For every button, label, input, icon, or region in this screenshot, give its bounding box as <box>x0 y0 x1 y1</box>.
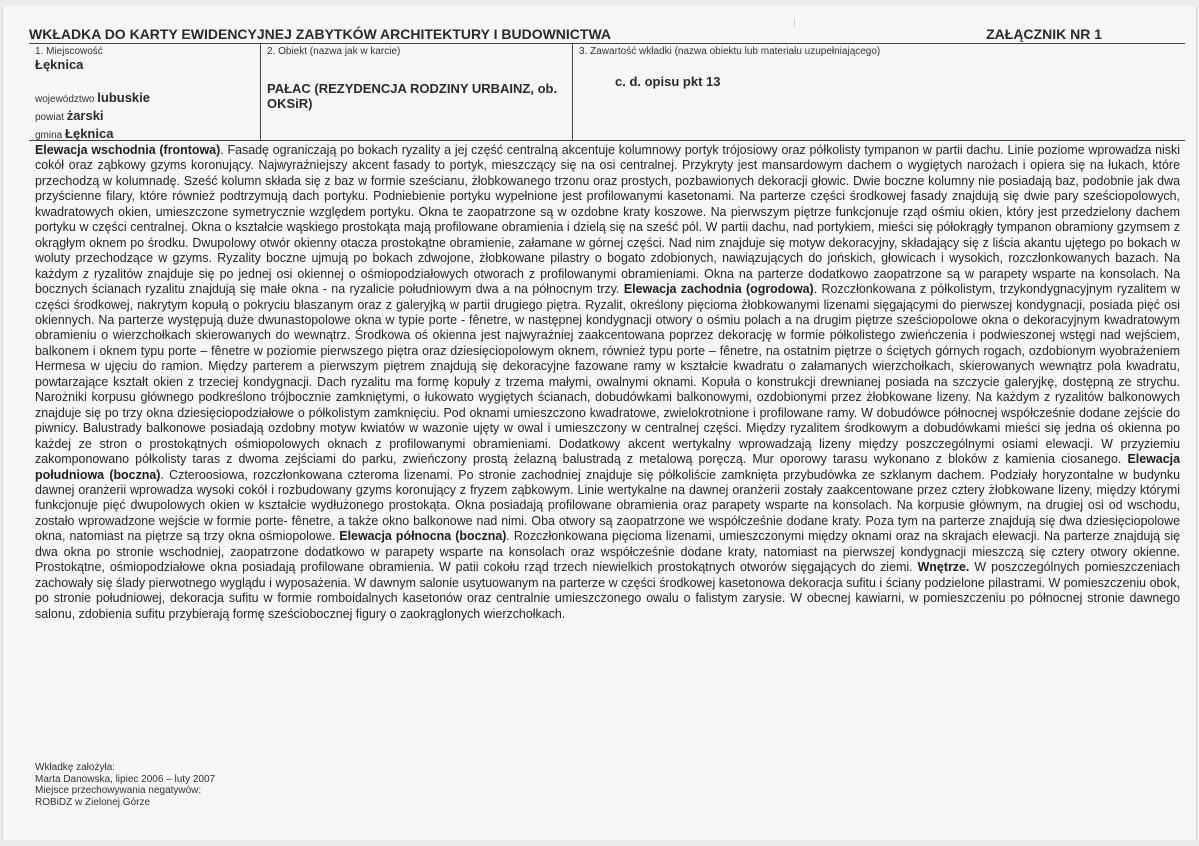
west-elevation-text: . Rozczłonkowana z półkolistym, trzykondygnacyjnym ryzalitem w części środkowej, nakrytym kopułą o pokryciu blaszanym oraz z galeryjką w partii drugiego piętra. Ryzalit, określony pięcioma żłobkowanymi lizenami sięgającymi do pierwszej kondygnacji, posiada pięć osi okiennych. Na parterze występują duże dwunastopolowe okna w typie porte - fênetre, w następnej kondygnacji otwory o ośmiu polach a na drugim piętrze sześciopolowe okna o dekoracyjnym kwadratowym obramieniu o wierzchołkach skierowanych do wewnątrz. Środkowa oś okienna jest najwyraźniej zaakcentowana poprzez dekorację w formie półkolistego zwieńczenia i podwieszonej wstęgi nad wejściem, balkonem i oknem typu porte – fênetre w poziomie pierwszego piętra oraz dziesięciopolowym oknem, również typu porte – fênetre, na ostatnim piętrze o ściętych górnych rogach, ozdobionym wyobrażeniem Hermesa w ujęciu do ramion. Między parterem a pierwszym piętrem znajdują się dekoracyjne fazowane ramy w kształcie kwadratu o załamanych wierzchołkach, skierowanych wewnątrz pola kwadratu, powtarzające kształt okien z trzeciej kondygnacji. Dach ryzalitu ma formę kopuły z trzema małymi, owalnymi oknami. Kopuła o konstrukcji drewnianej posiada na szczycie galeryjkę, dostępną ze strychu. Narożniki korpusu głównego podkreślono trójbocznie zamkniętymi, o łukowato wygiętych ścianach, dobudówkami balkonowymi, ozdobionymi przez żłobkowane lizeny. Na każdym z ryzalitów balkonowych znajduje się po trzy okna dziesięciopodziałowe o półkolistym zamknięciu. Pod oknami umieszczono kwadratowe, zwielokrotnione i profilowane ramy. W dobudówce północnej współcześnie dodane zejście do piwnicy. Balustrady balkonowe posiadają ozdobny motyw kwiatów w wazonie ujęty w owal i umieszczony w centralnej części. Między ryzalitem środkowym a dobudówkami mieści się jedna oś okienna po każdej ze stron o prostokątnych ośmiopolowych oknach z profilowanymi obramieniami. Dodatkowy akcent wertykalny wprowadzają lizeny między poszczególnymi osiami elewacji. W przyziemiu zakomponowano półkolisty taras z dwoma zejściami do parku, zwieńczony prostą żelazną balustradą z metalową poręczą. Mur oporowy tarasu wykonano z bloków z kamienia ciosanego. <box>35 282 1181 467</box>
commune-label: gmina <box>35 130 63 141</box>
document-title: WKŁADKA DO KARTY EWIDENCYJNEJ ZABYTKÓW ARCHITEKTURY I BUDOWNICTWA <box>29 26 612 42</box>
author-value: Marta Danowska, lipiec 2006 – luty 2007 <box>35 773 216 785</box>
locality-label: 1. Miejscowość <box>35 46 103 57</box>
scan-mark <box>794 18 795 26</box>
east-elevation-text: . Fasadę ograniczają po bokach ryzality a jej część centralną akcentuje kolumnowy portyk trójosiowy oraz półkolisty tympanon w partii dachu. Linie poziome wprowadza niski cokół oraz ząbkowy gzyms koronujący. Najwyraźniejszy akcent fasady to portyk, mieszczący się na osi centralnej. Przykryty jest mansardowym dachem o wygiętych narożach i opiera się na łukach, które przechodzą w kolumnadę. Sześć kolumn składa się z baz w formie sześcianu, żłobkowanego trzonu oraz prostych, pozbawionych dekoracji głowic. Dwie boczne kolumny nie posiadają baz, podobnie jak dwa przyścienne filary, które również podtrzymują dach portyku. Podniebienie portyku wypełnione jest profilowanymi kasetonami. Na parterze części środkowej fasady znajdują się dwie pary sześciopolowych, kwadratowych okien, umieszczone symetrycznie względem portyku. Okna te zaopatrzone są w ozdobne kraty koszowe. Na pierwszym piętrze funkcjonuje rząd ośmiu okien, który jest przedzielony dachem portyku w części centralnej. Okna o kształcie wąskiego prostokąta mają profilowane obramienia i dzielą się na sześć pól. W partii dachu, nad portykiem, mieści się półokrągły tympanon obramiony gzymsem z okrągłym oknem po środku. Dwupolowy otwór okienny otacza prostokątne obramienie, załamane w górnej części. Nad nim znajduje się motyw dekoracyjny, składający się z liścia akantu ujętego po bokach w woluty przechodzące w gzyms. Ryzality boczne ujmują po bokach zdwojone, żłobkowane pilastry o bogato zdobionych, nawiązujących do jońskich, głowicach i wysokich, rozczłonkowanych bazach. Na każdym z ryzalitów znajduje się po jednej osi okiennej o ośmiopodziałowych otworach z profilowanymi obramieniami. Okna na parterze dodatkowo zaopatrzone są w parapety wsparte na konsolach. Na bocznych ścianach ryzalitu znajdują się małe okna - na ryzalicie południowym dwa a na północnym trzy. <box>35 143 1180 297</box>
south-elevation-heading: Elewacja południowa (boczna) <box>35 452 1180 482</box>
object-label: 2. Obiekt (nazwa jak w karcie) <box>267 46 401 57</box>
interior-text: W poszczególnych pomieszczeniach zachowały się ślady pierwotnego wyglądu i wyposażenia. W dawnym salonie usytuowanym na parterze w części środkowej kasetonowa dekoracja sufitu i ściany podzielone pilastrami. W pomieszczeniu obok, po stronie południowej, dekoracja sufitu w formie romboidalnych kasetonów oraz centralnie umieszczonego owalu o falistym zarysie. W obecnej kawiarni, w pomieszczeniu po północnej stronie dawnego salonu, zdobienia sufitu przybierają formę sześciobocznej figury o zaokrąglonych wierzchołkach. <box>35 560 1180 621</box>
document-sheet <box>2 6 1197 840</box>
west-elevation-heading: Elewacja zachodnia (ogrodowa) <box>623 282 814 297</box>
contents-cell <box>572 44 1185 140</box>
author-label: Wkładkę założyła: <box>35 762 116 773</box>
attachment-number: ZAŁĄCZNIK NR 1 <box>986 26 1102 42</box>
county-value: żarski <box>66 108 104 123</box>
contents-label: 3. Zawartość wkładki (nazwa obiektu lub materiału uzupełniającego) <box>579 46 881 57</box>
locality-value: Łęknica <box>35 57 84 72</box>
county-label: powiat <box>35 112 64 123</box>
voivodeship-line <box>35 90 150 108</box>
south-elevation-text: . Czteroosiowa, rozczłonkowana czteroma lizenami. Po stronie zachodniej znajduje się półkoliście zamknięta przybudówka ze szklanym dachem. Podziały horyzontalne w budynku dawnej oranżerii wprowadza wysoki cokół i rozbudowany gzyms koronujący z fryzem ząbkowym. Linie wertykalne na dawnej oranżerii zostały zaakcentowane przez cztery żłobkowane lizeny, między którymi funkcjonuje pięć dwupolowych okien w kształcie wydłużonego prostokąta. Okna posiadają profilowane obramienia oraz parapety wsparte na konsolach. Na korpusie głównym, na drugiej osi od wschodu, zostało wprowadzone wejście w formie porte- fênetre, a także okno balkonowe nad nimi. Oba otwory są zaopatrzone we współcześnie dodane kraty. Poza tym na parterze znajdują się dwa dziesięciopolowe okna, natomiast na piętrze są trzy okna ośmiopolowe. <box>35 467 1181 544</box>
description-body <box>35 143 1180 622</box>
administrative-units <box>35 90 150 144</box>
document-footer <box>35 762 215 808</box>
voivodeship-value: lubuskie <box>97 90 151 105</box>
commune-value: Łęknica <box>65 126 114 141</box>
county-line <box>35 108 150 126</box>
north-elevation-text: . Rozczłonkowana pięcioma lizenami, umieszczonymi między oknami oraz na skrajach elewacji. Na parterze znajdują się dwa okna po stronie wschodniej, zaopatrzone dodatkowo w parapety wsparte na konsolach oraz współcześnie dodane kraty, natomiast na pierwszej kondygnacji mieszczą się cztery otwory okienne. Prostokątne, ośmiopodziałowe okna posiadają profilowane obramienia. W patii cokołu rząd trzech niewielkich prostokątnych otworów sięgających do ziemi. <box>35 529 1181 575</box>
object-cell <box>260 44 572 140</box>
voivodeship-label: województwo <box>35 94 95 105</box>
header-table <box>29 43 1185 141</box>
east-elevation-heading: Elewacja wschodnia (frontowa) <box>35 143 221 157</box>
interior-heading: Wnętrze. <box>917 560 970 575</box>
locality-cell <box>29 44 260 140</box>
object-value: PAŁAC (REZYDENCJA RODZINY URBAINZ, ob. OKSiR) <box>267 81 558 111</box>
contents-value: c. d. opisu pkt 13 <box>615 74 721 89</box>
commune-line <box>35 126 150 144</box>
negatives-location: ROBiDZ w Zielonej Górze <box>35 796 151 808</box>
north-elevation-heading: Elewacja północna (boczna) <box>339 529 507 544</box>
negatives-label: Miejsce przechowywania negatywów: <box>35 785 202 796</box>
